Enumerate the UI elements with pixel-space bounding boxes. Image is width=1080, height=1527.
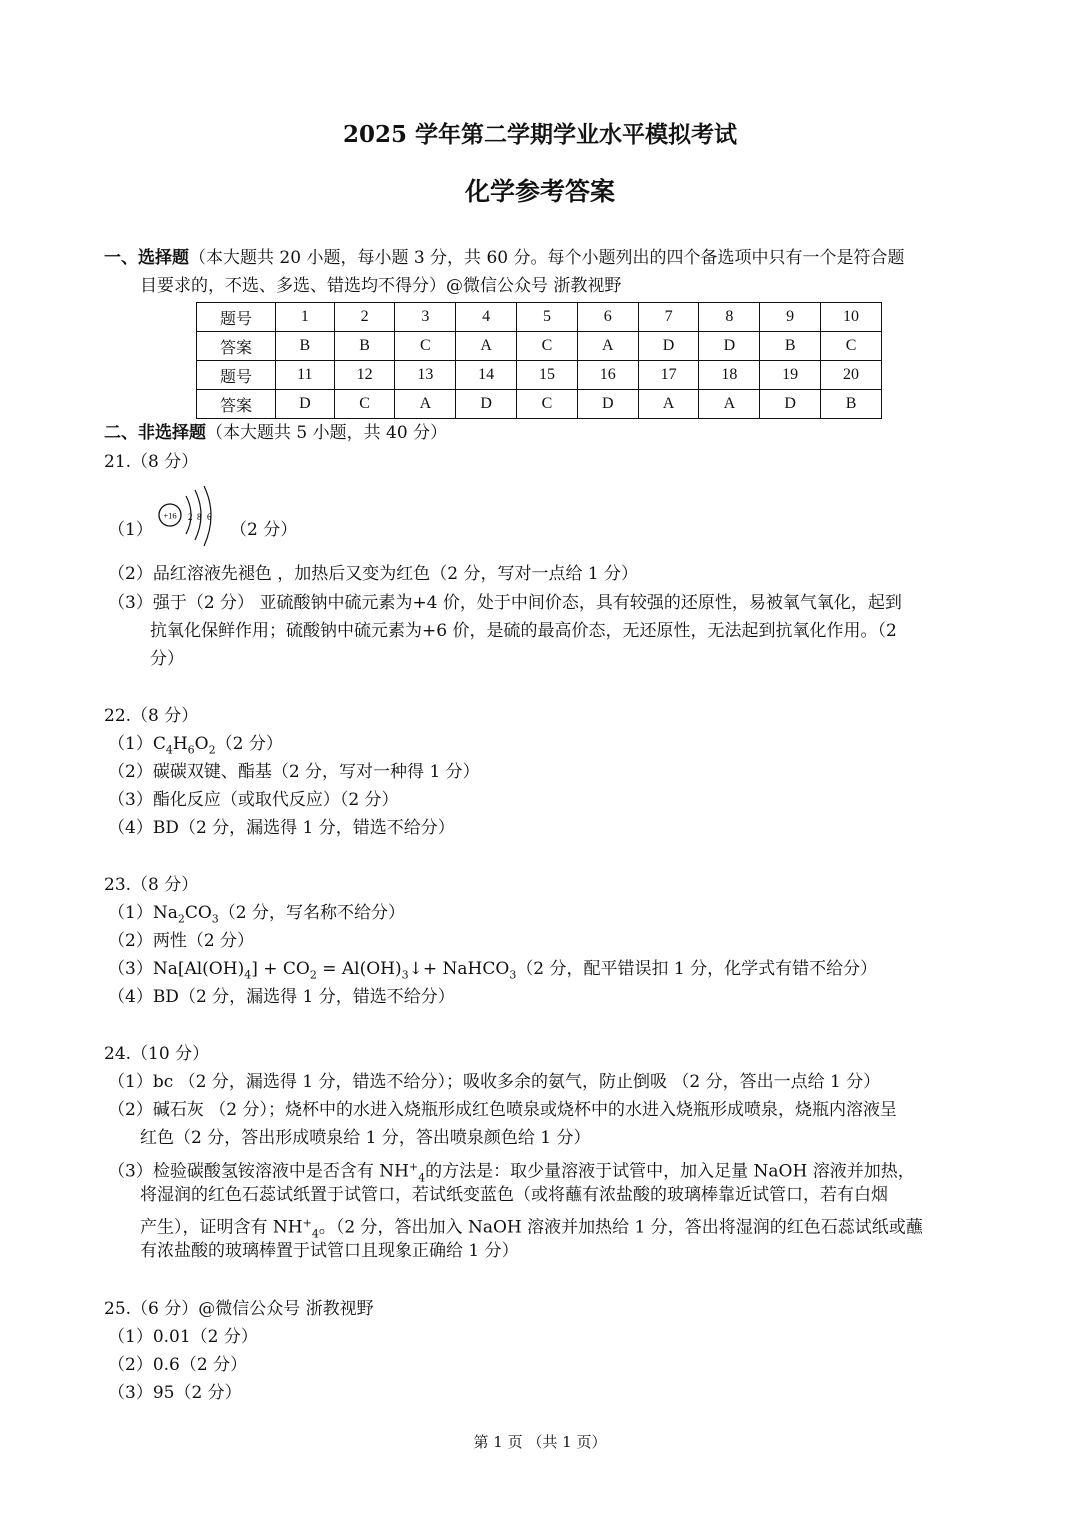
superscript: +	[408, 1160, 419, 1173]
shell-electron-count: 6	[207, 512, 212, 522]
answer-cell: C	[395, 332, 456, 361]
q21-p3-line1: （3）强于（2 分） 亚硫酸钠中硫元素为+4 价，处于中间价态，具有较强的还原性，易被氧气氧化，起到	[108, 593, 902, 613]
section1-note: （本大题共 20 小题，每小题 3 分，共 60 分。每个小题列出的四个备选项中只有一个是符合题	[189, 248, 905, 268]
q23-p1	[108, 901, 405, 931]
table-row-label: 题号	[197, 361, 276, 390]
subscript: 2	[177, 912, 185, 926]
subscript: 2	[309, 968, 317, 982]
q23-title: 23.（8 分）	[104, 875, 199, 895]
equation-part: （3）Na[Al(OH)	[108, 959, 245, 979]
q21-p3-line2: 抗氧化保鲜作用；硫酸钠中硫元素为+6 价，是硫的最高价态，无还原性，无法起到抗氧化作用。（2	[150, 621, 897, 641]
section2-intro	[104, 421, 447, 445]
ammonium-ion-sup-sub	[408, 1160, 426, 1185]
subscript: 3	[509, 968, 517, 982]
question-number: 9	[760, 303, 821, 332]
question-number: 2	[334, 303, 395, 332]
part-label: （1）	[108, 734, 153, 754]
q21-p2: （2）品红溶液先褪色 ，加热后又变为红色（2 分，写对一点给 1 分）	[108, 564, 639, 584]
subscript: 4	[311, 1227, 319, 1241]
formula-part: （1）Na	[108, 903, 178, 923]
subscript: 4	[418, 1171, 426, 1185]
answer-cell: A	[577, 332, 638, 361]
question-number: 11	[276, 361, 335, 390]
answer-table	[196, 302, 882, 419]
answer-cell: C	[517, 390, 578, 419]
table-row	[197, 303, 882, 332]
equation-part: ] + CO	[251, 959, 310, 979]
element: H	[172, 734, 188, 754]
ammonium-ion-sup-sub	[302, 1216, 319, 1241]
exam-title: 2025 学年第二学期学业水平模拟考试	[342, 121, 738, 148]
answer-cell: D	[699, 332, 760, 361]
table-row-label: 答案	[197, 332, 276, 361]
question-number: 16	[577, 361, 638, 390]
q23-p3-equation	[108, 957, 877, 987]
answer-cell: B	[334, 332, 395, 361]
equation-part: ↓+ NaHCO	[408, 959, 510, 979]
answer-cell: D	[456, 390, 517, 419]
table-row	[197, 361, 882, 390]
answer-cell: A	[638, 390, 699, 419]
subscript: 3	[211, 912, 219, 926]
question-number: 18	[699, 361, 760, 390]
q24-p1: （1）bc （2 分，漏选得 1 分，错选不给分）；吸收多余的氨气，防止倒吸 （2 分，答出一点给 1 分）	[108, 1072, 881, 1092]
text-part: （3）检验碳酸氢铵溶液中是否含有 NH	[108, 1161, 409, 1182]
section2-note: （本大题共 5 小题，共 40 分）	[206, 423, 448, 443]
superscript: +	[302, 1216, 312, 1229]
equation-part: = Al(OH)	[316, 959, 402, 979]
section2-heading: 二、非选择题	[104, 423, 206, 443]
table-row-label: 题号	[197, 303, 276, 332]
element: C	[152, 734, 166, 754]
answer-cell: B	[276, 332, 335, 361]
answer-cell: C	[821, 332, 882, 361]
q22-p4: （4）BD（2 分，漏选得 1 分，错选不给分）	[108, 818, 455, 838]
table-row-label: 答案	[197, 390, 276, 419]
q24-p2-line2: 红色（2 分，答出形成喷泉给 1 分，答出喷泉颜色给 1 分）	[140, 1128, 591, 1148]
subscript: 4	[165, 743, 173, 757]
text-part: 的方法是：取少量溶液于试管中，加入足量 NaOH 溶液并加热，	[425, 1161, 915, 1182]
q21-p1-label: （1）	[108, 520, 153, 540]
question-number: 17	[638, 361, 699, 390]
section1-note-cont: 目要求的，不选、多选、错选均不得分）@微信公众号 浙教视野	[140, 276, 622, 296]
q21-p3-line3: 分）	[150, 649, 184, 669]
question-number: 19	[760, 361, 821, 390]
shell-electron-count: 2	[188, 512, 193, 522]
q24-title: 24.（10 分）	[104, 1044, 210, 1064]
subscript: 4	[244, 968, 252, 982]
q23-p2: （2）两性（2 分）	[108, 931, 255, 951]
question-number: 14	[456, 361, 517, 390]
nucleus-charge: +16	[163, 510, 177, 521]
q25-p1: （1）0.01（2 分）	[108, 1327, 258, 1347]
text-part: 。（2 分，答出加入 NaOH 溶液并加热给 1 分，答出将湿润的红色石蕊试纸或蘸	[318, 1217, 923, 1238]
question-number: 1	[276, 303, 335, 332]
q21-title: 21.（8 分）	[104, 452, 199, 472]
q25-p2: （2）0.6（2 分）	[108, 1355, 248, 1375]
question-number: 6	[577, 303, 638, 332]
q24-p3-line2: 将湿润的红色石蕊试纸置于试管口，若试纸变蓝色（或将蘸有浓盐酸的玻璃棒靠近试管口，若有白烟	[140, 1185, 888, 1205]
question-number: 3	[395, 303, 456, 332]
table-row	[197, 332, 882, 361]
question-number: 10	[821, 303, 882, 332]
text-part: 产生），证明含有 NH	[140, 1217, 303, 1238]
q24-p3-line4: 有浓盐酸的玻璃棒置于试管口且现象正确给 1 分）	[140, 1241, 519, 1261]
q22-title: 22.（8 分）	[104, 706, 199, 726]
formula-part: CO	[184, 903, 212, 923]
answer-cell: A	[456, 332, 517, 361]
sulfur-atom-structure-diagram	[150, 486, 220, 548]
question-number: 12	[334, 361, 395, 390]
table-row	[197, 390, 882, 419]
score-note: （2 分，写名称不给分）	[218, 903, 406, 923]
q25-title: 25.（6 分）@微信公众号 浙教视野	[104, 1299, 374, 1319]
shell-electron-count: 8	[197, 512, 202, 522]
section1-heading: 一、选择题	[104, 248, 189, 268]
answer-cell: C	[334, 390, 395, 419]
question-number: 8	[699, 303, 760, 332]
element: O	[194, 734, 209, 754]
q21-p1-score: （2 分）	[230, 520, 298, 540]
question-number: 13	[395, 361, 456, 390]
score-note: （2 分）	[215, 734, 283, 754]
answer-cell: D	[276, 390, 335, 419]
q22-p3: （3）酯化反应（或取代反应）（2 分）	[108, 790, 399, 810]
q23-p4: （4）BD（2 分，漏选得 1 分，错选不给分）	[108, 987, 455, 1007]
answer-cell: D	[638, 332, 699, 361]
chem-formula	[152, 734, 216, 757]
subscript: 3	[401, 968, 409, 982]
question-number: 5	[517, 303, 578, 332]
answer-key-title: 化学参考答案	[464, 177, 615, 206]
answer-cell: C	[517, 332, 578, 361]
answer-cell: D	[760, 390, 821, 419]
question-number: 4	[456, 303, 517, 332]
answer-cell: B	[760, 332, 821, 361]
q22-p2: （2）碳碳双键、酯基（2 分，写对一种得 1 分）	[108, 762, 480, 782]
subscript: 6	[187, 743, 195, 757]
answer-cell: A	[699, 390, 760, 419]
q24-p2-line1: （2）碱石灰 （2 分）；烧杯中的水进入烧瓶形成红色喷泉或烧杯中的水进入烧瓶形成喷泉，烧瓶内溶液呈	[108, 1100, 897, 1120]
question-number: 15	[517, 361, 578, 390]
section1-intro	[104, 246, 905, 270]
q22-p1	[108, 732, 283, 762]
page-footer: 第 1 页 （共 1 页）	[473, 1433, 607, 1451]
answer-cell: A	[395, 390, 456, 419]
q25-p3: （3）95（2 分）	[108, 1383, 242, 1403]
question-number: 20	[821, 361, 882, 390]
score-note: （2 分，配平错误扣 1 分，化学式有错不给分）	[516, 959, 878, 979]
question-number: 7	[638, 303, 699, 332]
answer-cell: B	[821, 390, 882, 419]
subscript: 2	[208, 743, 216, 757]
answer-cell: D	[577, 390, 638, 419]
